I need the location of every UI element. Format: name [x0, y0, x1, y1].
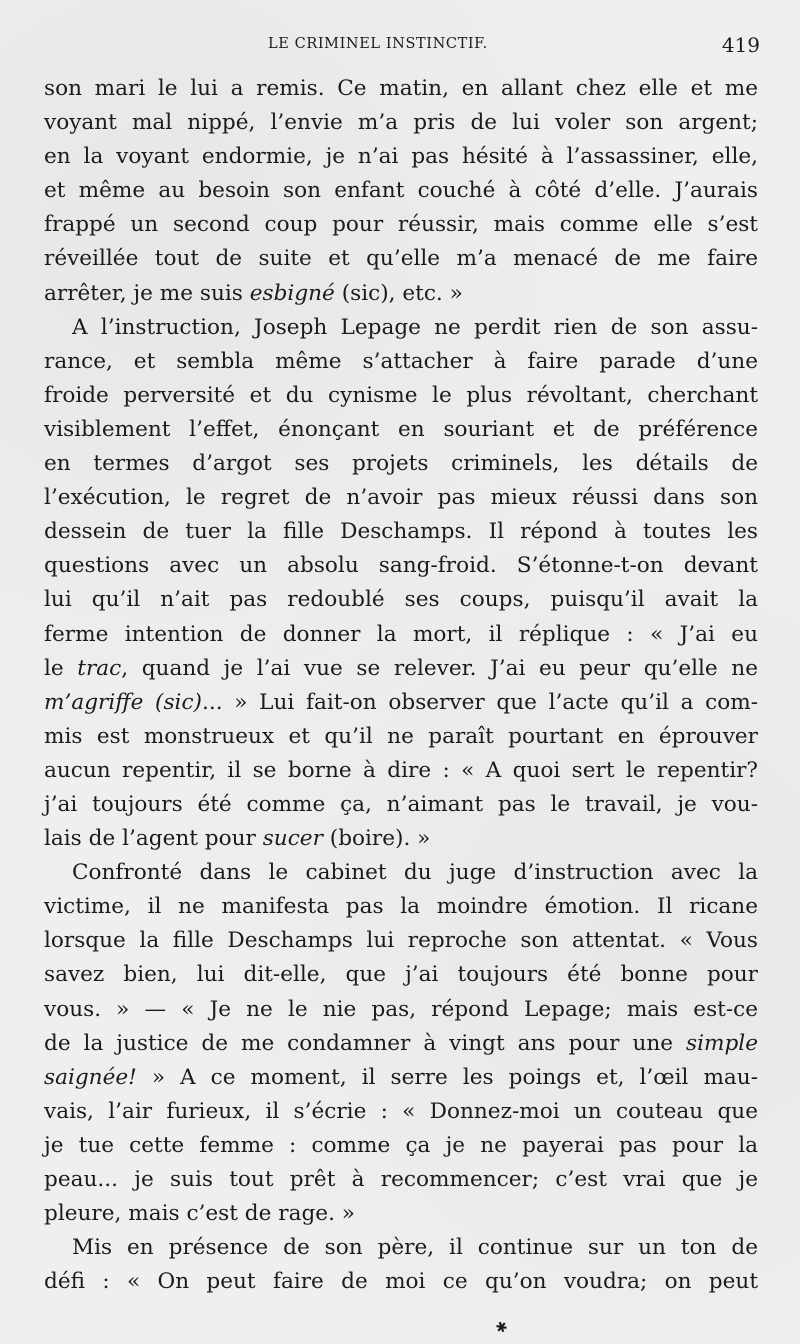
- line-text: son mari le lui a remis. Ce matin, en allant chez elle et me: [44, 76, 758, 101]
- line-text: j’ai toujours été comme ça, n’aimant pas le travail, je vou-: [44, 791, 758, 817]
- text-line: [44, 788, 758, 822]
- italic-text: esbigné: [249, 280, 335, 306]
- text-line: [44, 720, 758, 754]
- text-line: [44, 1197, 758, 1231]
- line-text: ferme intention de donner la mort, il réplique : « J’ai eu: [44, 621, 758, 647]
- line-text: le: [44, 655, 78, 681]
- text-line: [44, 481, 758, 515]
- text-line: [44, 311, 758, 345]
- text-line: [44, 1265, 758, 1299]
- line-text: et même au besoin son enfant couché à côté d’elle. J’aurais: [44, 178, 758, 204]
- line-text: A l’instruction, Joseph Lepage ne perdit rien de son assu-: [72, 314, 758, 340]
- line-text: lais de l’agent pour: [44, 826, 263, 852]
- line-text: » A ce moment, il serre les poings et, l’œil mau-: [136, 1064, 758, 1090]
- text-line: [44, 618, 758, 652]
- line-text: pleure, mais c’est de rage. »: [44, 1201, 356, 1227]
- text-line: [44, 1129, 758, 1163]
- text-line: [44, 72, 758, 106]
- text-line: [44, 993, 758, 1027]
- line-text: défi : « On peut faire de moi ce qu’on voudra; on peut: [44, 1269, 758, 1295]
- text-line: [44, 242, 758, 276]
- italic-text: saignée!: [44, 1064, 137, 1090]
- text-line: [44, 924, 758, 958]
- text-line: [44, 515, 758, 549]
- line-text: lorsque la fille Deschamps lui reproche son attentat. « Vous: [44, 928, 758, 954]
- text-line: [44, 1061, 758, 1095]
- running-title: LE CRIMINEL INSTINCTIF.: [268, 36, 488, 52]
- printer-mark: ✱: [493, 1318, 511, 1338]
- text-line: [44, 379, 758, 413]
- line-text: lui qu’il n’ait pas redoublé ses coups, puisqu’il avait la: [44, 587, 758, 613]
- text-line: [44, 447, 758, 481]
- text-line: [44, 1095, 758, 1129]
- line-text: peau... je suis tout prêt à recommencer; c’est vrai que je: [44, 1167, 758, 1192]
- line-text: (sic), etc. »: [334, 280, 463, 306]
- line-text: visiblement l’effet, énonçant en souriant et de préférence: [44, 416, 758, 442]
- line-text: questions avec un absolu sang-froid. S’étonne-t-on devant: [44, 553, 758, 579]
- line-text: de la justice de me condamner à vingt ans pour une: [44, 1030, 687, 1056]
- line-text: rance, et sembla même s’attacher à faire parade d’une: [44, 348, 758, 374]
- text-line: [44, 856, 758, 890]
- line-text: mis est monstrueux et qu’il ne paraît pourtant en éprouver: [44, 723, 758, 749]
- italic-text: m’agriffe (sic): [44, 689, 202, 715]
- italic-text: simple: [686, 1030, 758, 1056]
- text-line: [44, 652, 758, 686]
- line-text: arrêter, je me suis: [44, 280, 250, 306]
- line-text: vous. » — « Je ne le nie pas, répond Lepage; mais est-ce: [44, 996, 758, 1022]
- text-line: [44, 277, 758, 311]
- line-text: savez bien, lui dit-elle, que j’ai toujours été bonne pour: [44, 962, 758, 988]
- text-line: [44, 583, 758, 617]
- text-line: [44, 1163, 758, 1197]
- text-line: [44, 140, 758, 174]
- line-text: Confronté dans le cabinet du juge d’instruction avec la: [72, 860, 758, 886]
- line-text: vais, l’air furieux, il s’écrie : « Donnez-moi un couteau que: [44, 1098, 758, 1124]
- line-text: victime, il ne manifesta pas la moindre émotion. Il ricane: [44, 894, 758, 920]
- line-text: froide perversité et du cynisme le plus révoltant, cherchant: [44, 382, 758, 408]
- line-text: voyant mal nippé, l’envie m’a pris de lui voler son argent;: [44, 110, 758, 136]
- text-line: [44, 174, 758, 208]
- line-text: aucun repentir, il se borne à dire : « A quoi sert le repentir?: [44, 757, 758, 783]
- line-text: réveillée tout de suite et qu’elle m’a menacé de me faire: [44, 246, 758, 272]
- line-text: dessein de tuer la fille Deschamps. Il répond à toutes les: [44, 519, 758, 545]
- line-text: Mis en présence de son père, il continue sur un ton de: [72, 1235, 758, 1261]
- line-text: (boire). »: [322, 826, 431, 852]
- text-line: [44, 958, 758, 992]
- italic-text: trac: [77, 655, 122, 681]
- italic-text: sucer: [262, 826, 323, 852]
- text-line: [44, 106, 758, 140]
- page-number: 419: [721, 33, 760, 57]
- text-line: [44, 1231, 758, 1265]
- line-text: en la voyant endormie, je n’ai pas hésité à l’assassiner, elle,: [44, 144, 758, 170]
- body-text: [44, 72, 758, 1299]
- text-line: [44, 345, 758, 379]
- text-line: [44, 1027, 758, 1061]
- text-line: [44, 549, 758, 583]
- line-text: je tue cette femme : comme ça je ne payerai pas pour la: [44, 1132, 758, 1158]
- running-head: [0, 33, 800, 61]
- text-line: [44, 890, 758, 924]
- line-text: en termes d’argot ses projets criminels, les détails de: [44, 451, 758, 477]
- text-line: [44, 208, 758, 242]
- text-line: [44, 822, 758, 856]
- line-text: ... » Lui fait-on observer que l’acte qu’il a com-: [201, 689, 759, 715]
- line-text: l’exécution, le regret de n’avoir pas mieux réussi dans son: [44, 485, 758, 511]
- text-line: [44, 413, 758, 447]
- text-line: [44, 686, 758, 720]
- line-text: frappé un second coup pour réussir, mais comme elle s’est: [44, 212, 758, 238]
- text-line: [44, 754, 758, 788]
- line-text: , quand je l’ai vue se relever. J’ai eu peur qu’elle ne: [121, 655, 758, 681]
